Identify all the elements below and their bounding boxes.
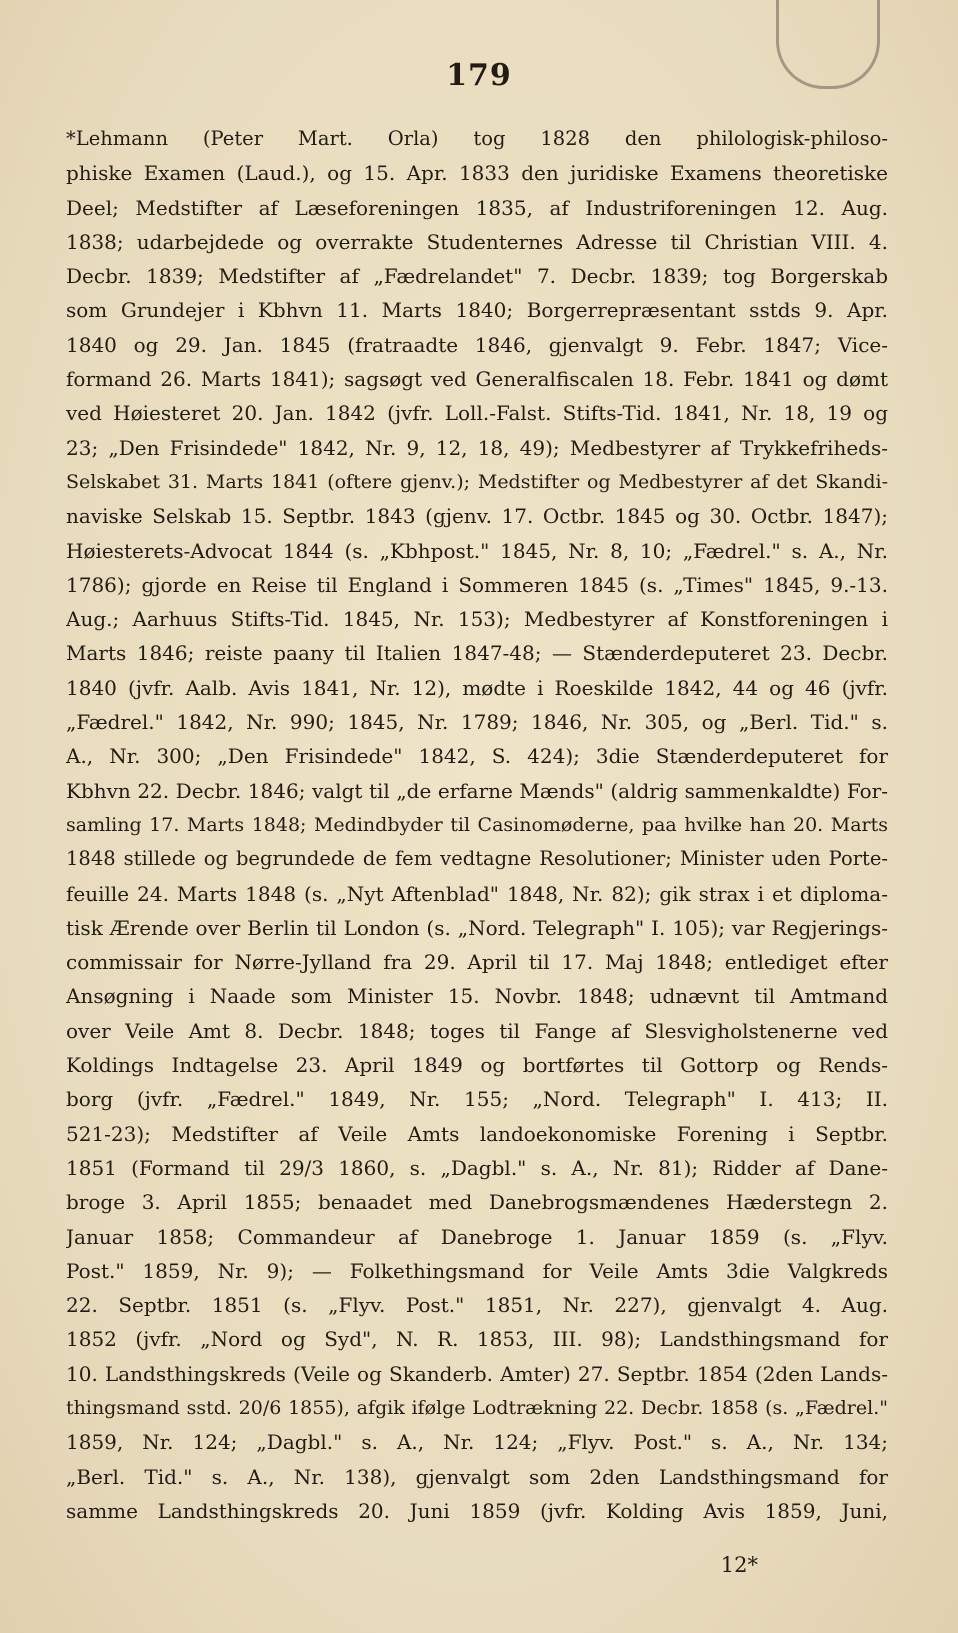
text-line: som Grundejer i Kbhvn 11. Marts 1840; Borgerrepræsentant sstds 9. Apr. <box>66 298 888 323</box>
signature-mark: 12* <box>720 1553 758 1577</box>
text-line: Kbhvn 22. Decbr. 1846; valgt til „de erfarne Mænds" (aldrig sammenkaldte) For- <box>66 778 888 803</box>
text-line: Aug.; Aarhuus Stifts-Tid. 1845, Nr. 153); Medbestyrer af Konstforeningen i <box>66 607 888 632</box>
text-line: „Fædrel." 1842, Nr. 990; 1845, Nr. 1789; 1846, Nr. 305, og „Berl. Tid." s. <box>66 710 888 735</box>
page-number: 179 <box>446 58 512 93</box>
text-line: 1840 og 29. Jan. 1845 (fratraadte 1846, gjenvalgt 9. Febr. 1847; Vice- <box>66 332 888 357</box>
text-line: Ansøgning i Naade som Minister 15. Novbr. 1848; udnævnt til Amtmand <box>66 984 888 1009</box>
text-line: Januar 1858; Commandeur af Danebroge 1. Januar 1859 (s. „Flyv. <box>66 1224 888 1249</box>
text-line: phiske Examen (Laud.), og 15. Apr. 1833 den juridiske Examens theoretiske <box>66 161 888 186</box>
text-line: tisk Ærende over Berlin til London (s. „Nord. Telegraph" I. 105); var Regjerings- <box>66 915 888 940</box>
text-line: 1840 (jvfr. Aalb. Avis 1841, Nr. 12), mødte i Roeskilde 1842, 44 og 46 (jvfr. <box>66 675 888 700</box>
text-line: formand 26. Marts 1841); sagsøgt ved Generalfiscalen 18. Febr. 1841 og dømt <box>66 367 888 392</box>
text-line: commissair for Nørre-Jylland fra 29. April til 17. Maj 1848; entlediget efter <box>66 950 888 975</box>
text-line: Deel; Medstifter af Læseforeningen 1835, af Industriforeningen 12. Aug. <box>66 195 888 220</box>
text-line: samme Landsthingskreds 20. Juni 1859 (jvfr. Kolding Avis 1859, Juni, <box>66 1498 888 1523</box>
text-line: 10. Landsthingskreds (Veile og Skanderb. Amter) 27. Septbr. 1854 (2den Lands- <box>66 1361 888 1386</box>
text-line: Koldings Indtagelse 23. April 1849 og bortførtes til Gottorp og Rends- <box>66 1053 888 1078</box>
text-line: feuille 24. Marts 1848 (s. „Nyt Aftenblad" 1848, Nr. 82); gik strax i et diploma- <box>66 881 888 906</box>
text-line: 1786); gjorde en Reise til England i Sommeren 1845 (s. „Times" 1845, 9.-13. <box>66 572 888 597</box>
text-line: naviske Selskab 15. Septbr. 1843 (gjenv. 17. Octbr. 1845 og 30. Octbr. 1847); <box>66 504 888 529</box>
text-line: 1838; udarbejdede og overrakte Studenternes Adresse til Christian VIII. 4. <box>66 229 888 254</box>
text-line: broge 3. April 1855; benaadet med Danebrogsmændenes Hæderstegn 2. <box>66 1190 888 1215</box>
text-line: 1848 stillede og begrundede de fem vedtagne Resolutioner; Minister uden Porte- <box>66 847 888 871</box>
text-line: 1859, Nr. 124; „Dagbl." s. A., Nr. 124; „Flyv. Post." s. A., Nr. 134; <box>66 1430 888 1455</box>
text-line: 23; „Den Frisindede" 1842, Nr. 9, 12, 18, 49); Medbestyrer af Trykkefriheds- <box>66 435 888 460</box>
text-line: samling 17. Marts 1848; Medindbyder til Casinomøderne, paa hvilke han 20. Marts <box>66 813 888 836</box>
text-line: ved Høiesteret 20. Jan. 1842 (jvfr. Loll.-Falst. Stifts-Tid. 1841, Nr. 18, 19 og <box>66 401 888 426</box>
text-line: 22. Septbr. 1851 (s. „Flyv. Post." 1851, Nr. 227), gjenvalgt 4. Aug. <box>66 1293 888 1318</box>
text-line: A., Nr. 300; „Den Frisindede" 1842, S. 424); 3die Stænderdeputeret for <box>66 744 888 769</box>
body-text <box>66 122 888 1528</box>
text-line: 521-23); Medstifter af Veile Amts landoekonomiske Forening i Septbr. <box>66 1121 888 1146</box>
text-line: Marts 1846; reiste paany til Italien 1847-48; — Stænderdeputeret 23. Decbr. <box>66 641 888 666</box>
text-line: Post." 1859, Nr. 9); — Folkethingsmand for Veile Amts 3die Valgkreds <box>66 1258 888 1283</box>
text-line: Høiesterets-Advocat 1844 (s. „Kbhpost." 1845, Nr. 8, 10; „Fædrel." s. A., Nr. <box>66 538 888 563</box>
text-line: over Veile Amt 8. Decbr. 1848; toges til Fange af Slesvigholstenerne ved <box>66 1018 888 1043</box>
text-line: Selskabet 31. Marts 1841 (oftere gjenv.); Medstifter og Medbestyrer af det Skandi- <box>66 470 888 493</box>
text-line: thingsmand sstd. 20/6 1855), afgik ifølge Lodtrækning 22. Decbr. 1858 (s. „Fædrel." <box>66 1396 888 1419</box>
text-line: *Lehmann (Peter Mart. Orla) tog 1828 den philologisk-philoso- <box>66 127 888 150</box>
text-line: „Berl. Tid." s. A., Nr. 138), gjenvalgt som 2den Landsthingsmand for <box>66 1464 888 1489</box>
text-line: 1851 (Formand til 29/3 1860, s. „Dagbl." s. A., Nr. 81); Ridder af Dane- <box>66 1155 888 1180</box>
text-line: Decbr. 1839; Medstifter af „Fædrelandet" 7. Decbr. 1839; tog Borgerskab <box>66 264 888 289</box>
text-line: borg (jvfr. „Fædrel." 1849, Nr. 155; „Nord. Telegraph" I. 413; II. <box>66 1087 888 1112</box>
text-line: 1852 (jvfr. „Nord og Syd", N. R. 1853, III. 98); Landsthingsmand for <box>66 1327 888 1352</box>
